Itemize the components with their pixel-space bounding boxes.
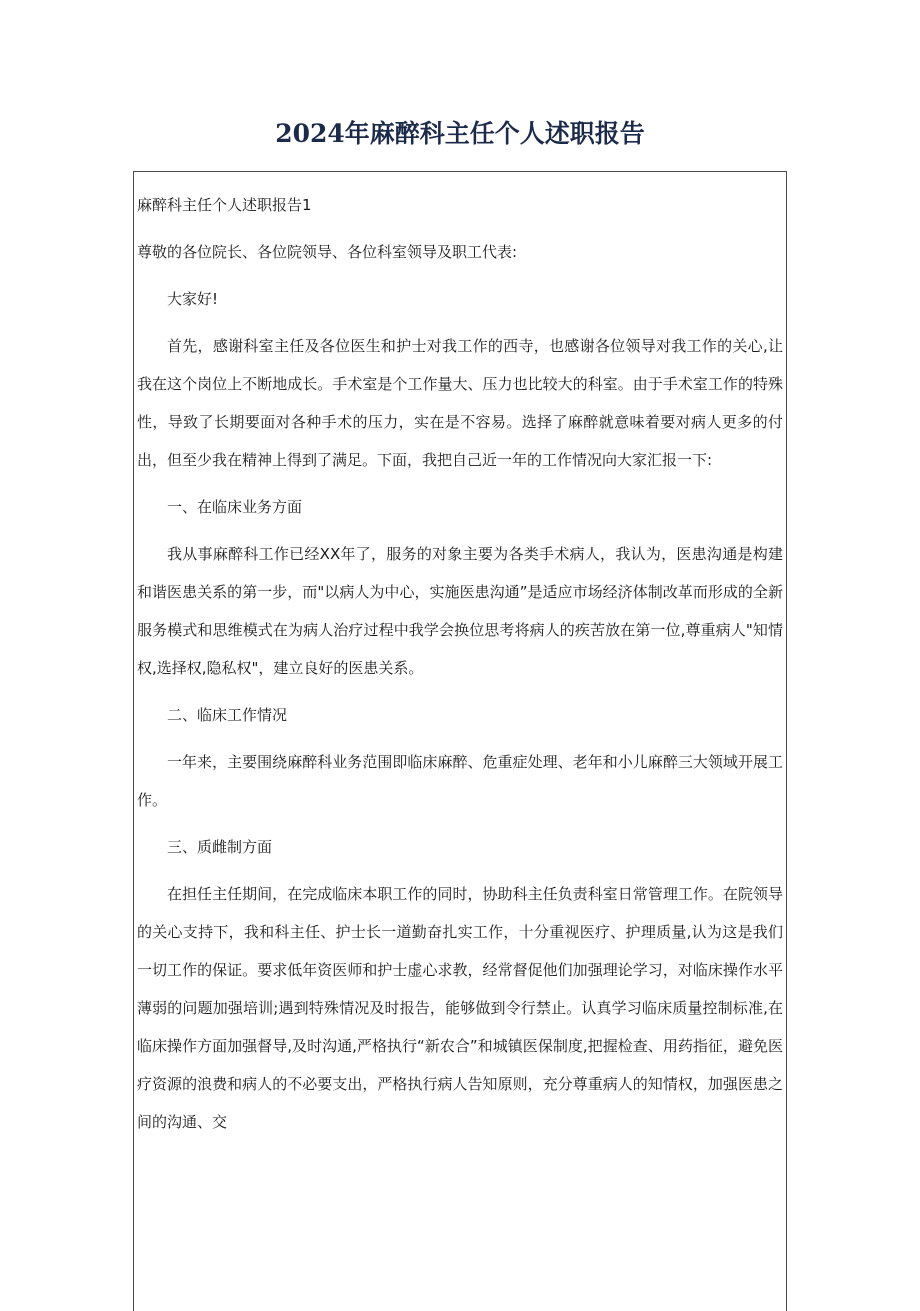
section-3-heading: 三、质雌制方面: [167, 838, 273, 856]
section-1-paragraph: 我从事麻醉科工作已经XX年了，服务的对象主要为各类手术病人，我认为，医患沟通是构建和谐医患关系的第一步，而"以病人为中心，实施医患沟通”是适应市场经济体制改革而形成的全新服务模式和思维模式在为病人治疗过程中我学会换位思考将病人的疾苦放在第一位,尊重病人"知情权,选择权,隐私权"，建立良好的医患关系。: [137, 545, 783, 677]
document-body: [137, 186, 783, 1150]
section-1-heading: 一、在临床业务方面: [167, 498, 303, 516]
section-2-paragraph: 一年来，主要围绕麻醉科业务范围即临床麻醉、危重症处理、老年和小儿麻醉三大领域开展工作。: [137, 753, 783, 809]
section-heading: 麻醉科主任个人述职报告1: [137, 196, 312, 214]
salutation: 尊敬的各位院长、各位院领导、各位科室领导及职工代表:: [137, 243, 518, 261]
intro-paragraph: 首先，感谢科室主任及各位医生和护士对我工作的西寺，也感谢各位领导对我工作的关心,让我在这个岗位上不断地成长。手术室是个工作量大、压力也比较大的科室。由于手术室工作的特殊性，导致了长期要面对各种手术的压力，实在是不容易。选择了麻醉就意味着要对病人更多的付出，但至少我在精神上得到了满足。下面，我把自己近一年的工作情况向大家汇报一下:: [137, 337, 783, 469]
section-2-heading: 二、临床工作情况: [167, 706, 288, 724]
document-title: 2024年麻醉科主任个人述职报告: [275, 119, 645, 148]
greeting: 大家好!: [167, 290, 219, 308]
section-3-paragraph: 在担任主任期间，在完成临床本职工作的同时，协助科主任负责科室日常管理工作。在院领导的关心支持下，我和科主任、护士长一道勤奋扎实工作，十分重视医疗、护理质量,认为这是我们一切工作的保证。要求低年资医师和护士虚心求教，经常督促他们加强理论学习，对临床操作水平薄弱的问题加强培训;遇到特殊情况及时报告，能够做到令行禁止。认真学习临床质量控制标准,在临床操作方面加强督导,及时沟通,严格执行“新农合”和城镇医保制度,把握检查、用药指征，避免医疗资源的浪费和病人的不必要支出，严格执行病人告知原则，充分尊重病人的知情权，加强医患之间的沟通、交: [137, 885, 783, 1131]
